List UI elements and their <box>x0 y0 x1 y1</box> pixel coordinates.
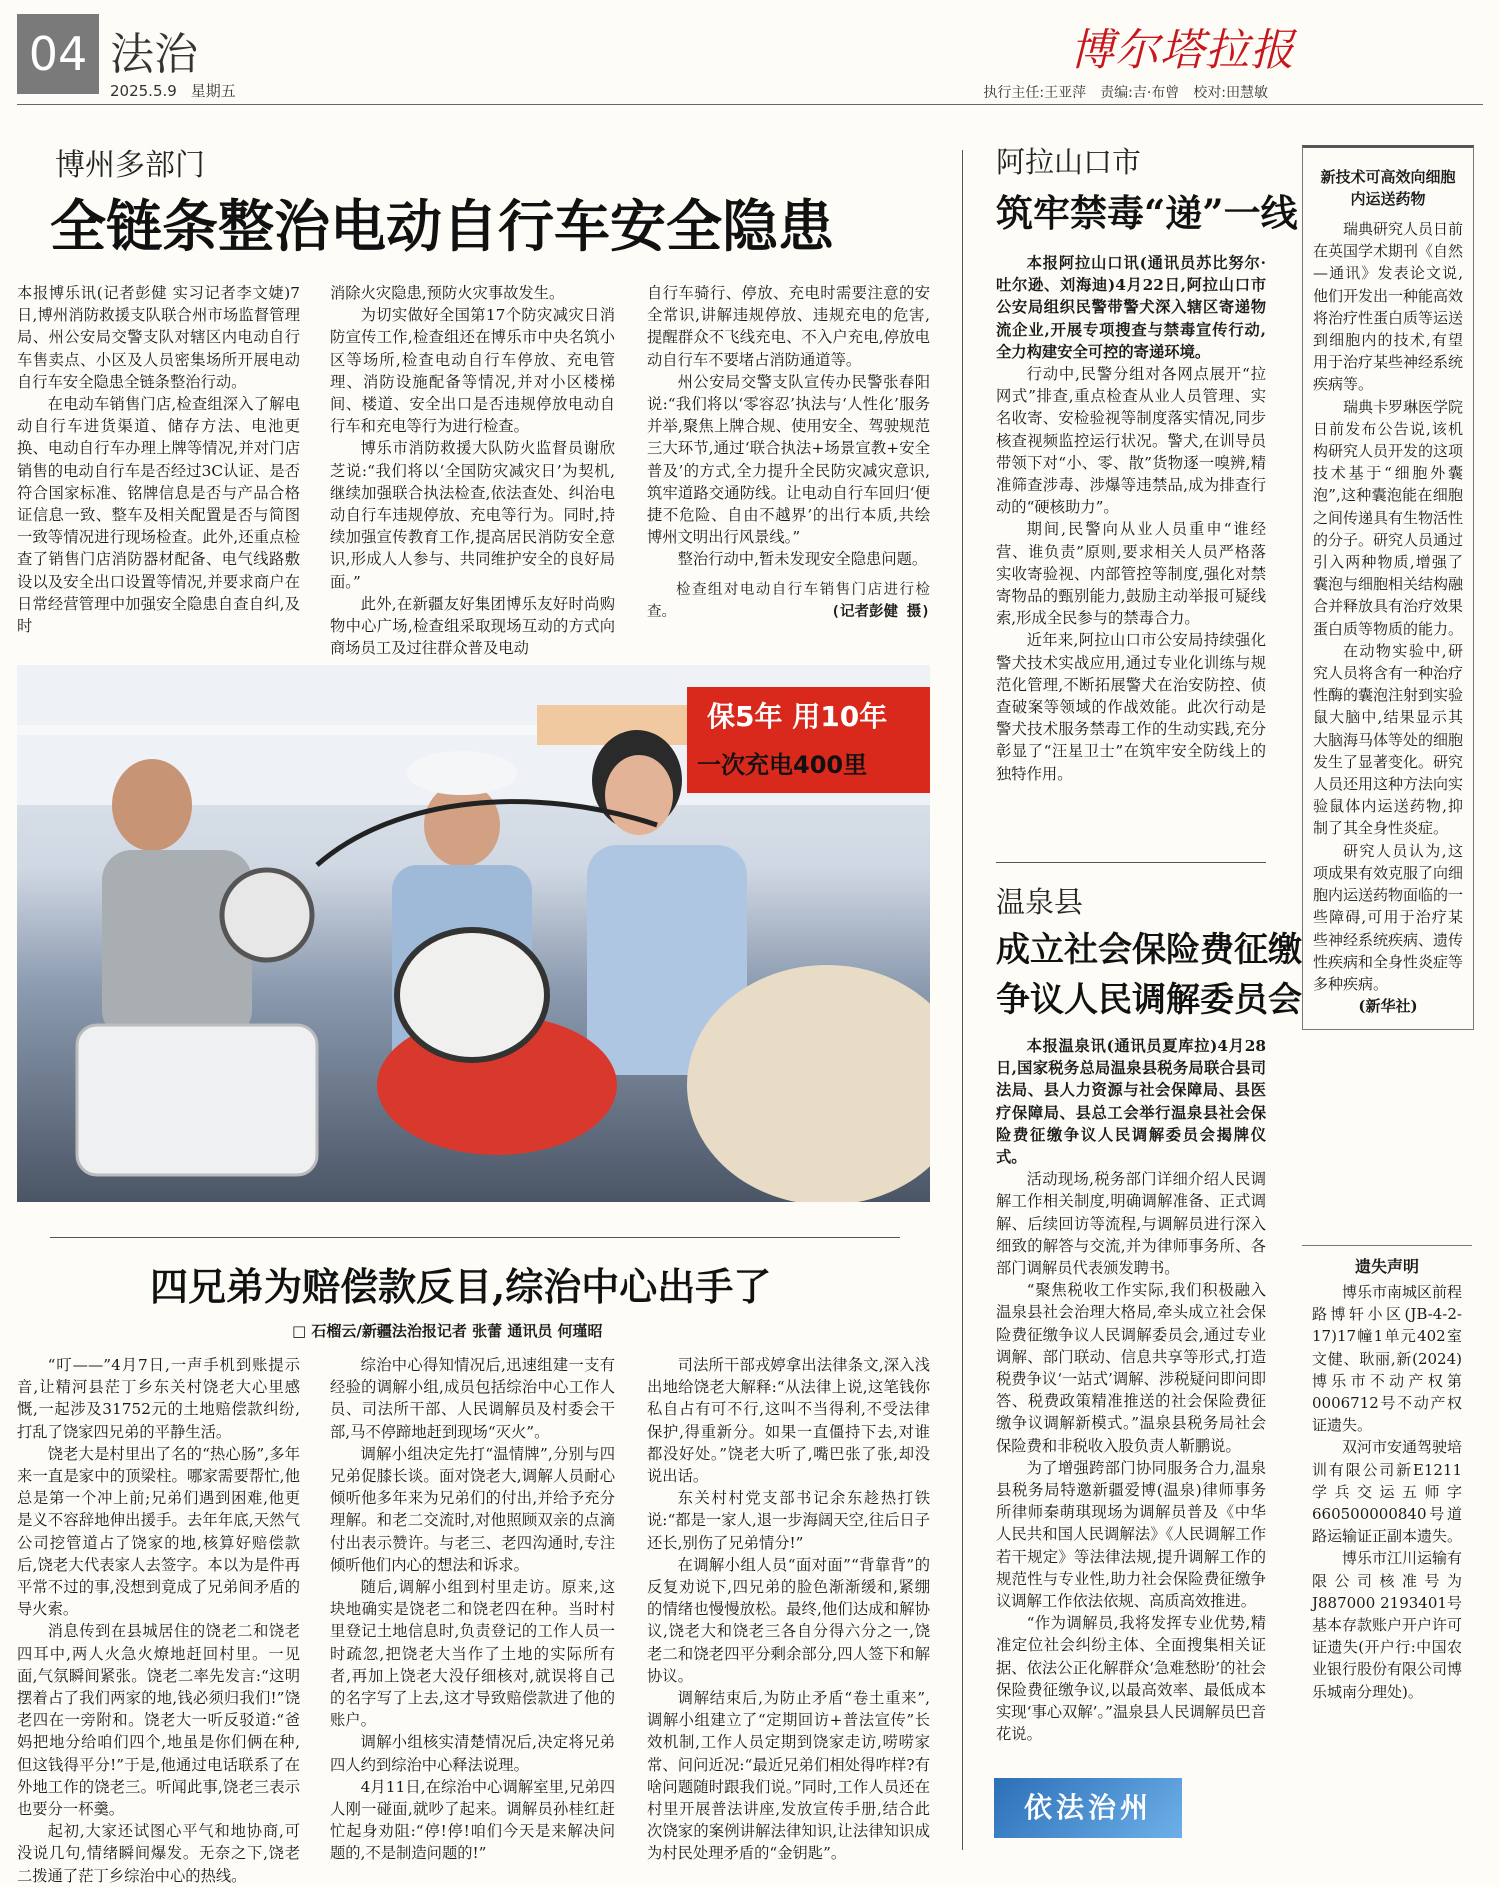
photo-ad-text-2: 一次充电400里 <box>697 751 868 779</box>
second-headline: 四兄弟为赔偿款反目,综治中心出手了 <box>150 1264 772 1309</box>
person-head-1 <box>112 759 192 851</box>
sidebar-source: (新华社) <box>1358 997 1418 1016</box>
header-rule <box>17 104 1483 105</box>
photo-caption <box>647 579 930 623</box>
second-p5: 综治中心得知情况后,迅速组建一支有经验的调解小组,成员包括综治中心工作人员、司法所干部、人民调解员及村委会干部,马不停蹄地赶到现场“灭火”。 <box>330 1356 615 1441</box>
second-p4: 起初,大家还试图心平气和地协商,可没说几句,情绪瞬间爆发。无奈之下,饶老二拨通了茫丁乡综治中心的热线。 <box>17 1822 300 1885</box>
lead-p6: 此外,在新疆友好集团博乐友好时尚购物中心广场,检查组采取现场互动的方式向商场员工及过往群众普及电动 <box>330 594 615 658</box>
right-separator <box>996 862 1266 863</box>
editor-credits <box>969 82 1268 102</box>
editor: 责编:吉·布曾 <box>1100 85 1180 101</box>
white-basket <box>77 1025 317 1175</box>
scooter-headlight-2 <box>222 870 312 960</box>
lost-notice-item: 博乐市江川运输有限公司核准号为J887000 2193401号基本存款账户开户许可证遗失(开户行:中国农业银行股份有限公司博乐城南分理处)。 <box>1312 1549 1463 1701</box>
lost-notice-body <box>1302 1281 1472 1703</box>
second-p9: 4月11日,在综治中心调解室里,兄弟四人刚一碰面,就吵了起来。调解员孙桂红赶忙起身劝阻:“停!停!咱们今天是来解决问题的,不是制造问题的!” <box>330 1777 615 1863</box>
issue-date <box>110 80 250 101</box>
date: 2025.5.9 <box>110 82 177 100</box>
lead-col-1 <box>17 282 300 637</box>
right2-p3: “聚焦税收工作实际,我们积极融入温泉县社会治理大格局,牵头成立社会保险费征缴争议人民调解委员会,通过专业调解、部门联动、信息共享等形式,打造税费争议‘一站式’调解、涉税疑问即问即答、税费政策精准推送的社会保险费征缴争议调解新模式。”温泉县税务局社会保险费和非税收入股负责人靳鹏说。 <box>996 1281 1266 1455</box>
second-p11: 东关村村党支部书记余东趁热打铁说:“都是一家人,退一步海阔天空,往后日子还长,别伤了兄弟情分!” <box>647 1489 930 1552</box>
second-p2: 饶老大是村里出了名的“热心肠”,多年来一直是家中的顶梁柱。哪家需要帮忙,他总是第一个冲上前;兄弟们遇到困难,他更是义不容辞地伸出援手。去年年底,天然气公司挖管道占了饶家的地,核算好赔偿款后,饶老大代表家人去签字。本以为是件再平常不过的事,没想到竟成了兄弟间矛盾的导火索。 <box>17 1444 300 1619</box>
lead-p7: 自行车骑行、停放、充电时需要注意的安全常识,讲解违规停放、违规充电的危害,提醒群众不飞线充电、不入户充电,停放电动自行车不要堵占消防通道等。 <box>647 284 930 369</box>
officer-cap <box>407 751 517 795</box>
right-column-rule <box>962 150 963 1850</box>
right1-p2: 行动中,民警分组对各网点展开“拉网式”排查,重点检查从业人员管理、实名收寄、安检验视等制度落实情况,同步核查视频监控运行状况。警犬,在训导员带领下对“小、零、散”货物逐一嗅辨,精准筛查涉毒、涉爆等违禁品,成为排查行动的“硬核助力”。 <box>996 365 1266 517</box>
lead-kicker: 博州多部门 <box>55 148 205 183</box>
right1-p1: 本报阿拉山口讯(通讯员苏比努尔·吐尔逊、刘海迪)4月22日,阿拉山口市公安局组织民警带警犬深入辖区寄递物流企业,开展专项搜查与禁毒宣传行动,全力构建安全可控的寄递环境。 <box>996 254 1266 361</box>
second-p8: 调解小组核实清楚情况后,决定将兄弟四人约到综治中心释法说理。 <box>330 1733 615 1774</box>
right2-p5: “作为调解员,我将发挥专业优势,精准定位社会纠纷主体、全面搜集相关证据、依法公正化解群众‘急难愁盼’的社会保险费征缴争议,以最高效率、最低成本实现‘事心双解’。”温泉县人民调解员巴音花说。 <box>996 1614 1266 1744</box>
second-p6: 调解小组决定先打“温情牌”,分别与四兄弟促膝长谈。面对饶老大,调解人员耐心倾听他多年来为兄弟们的付出,并给予充分理解。和老二交流时,对他照顾双亲的点滴付出表示赞许。与老三、老四沟通时,专注倾听他们内心的想法和诉求。 <box>330 1444 615 1574</box>
right1-p3: 期间,民警向从业人员重申“谁经营、谁负责”原则,要求相关人员严格落实收寄验视、内部管控等制度,强化对禁寄物品的甄别能力,鼓励主动举报可疑线索,形成全民参与的禁毒合力。 <box>996 520 1266 628</box>
weekday: 星期五 <box>190 82 236 100</box>
second-p12: 在调解小组人员“面对面”“背靠背”的反复劝说下,四兄弟的脸色渐渐缓和,紧绷的情绪也慢慢放松。最终,他们达成和解协议,饶老大和饶老三各自分得六分之一,饶老二和饶老四平分剩余部分,四人签下和解协议。 <box>647 1555 930 1685</box>
sidebar-p2: 瑞典卡罗琳医学院日前发布公告说,该机构研究人员开发的这项技术基于“细胞外囊泡”,这种囊泡能在细胞之间传递具有生物活性的分子。研究人员通过引入两种物质,增强了囊泡与细胞相关结构融合并释放具有治疗效果蛋白质等物质的能力。 <box>1313 397 1464 638</box>
sidebar-p4: 研究人员认为,这项成果有效克服了向细胞内运送药物面临的一些障碍,可用于治疗某些神经系统疾病、遗传性疾病和全身性炎症等多种疾病。 <box>1313 841 1464 993</box>
second-col-2 <box>330 1354 615 1865</box>
lead-p4: 为切实做好全国第17个防灾减灾日消防宣传工作,检查组还在博乐市中央名筑小区等场所,检查电动自行车停放、充电管理、消防设施配备等情况,并对小区楼梯间、楼道、安全出口是否违规停放电动自行车和充电等行为进行检查。 <box>330 306 615 436</box>
officer-head <box>424 783 500 867</box>
lead-p3: 消除火灾隐患,预防火灾事故发生。 <box>330 284 565 302</box>
right2-kicker: 温泉县 <box>996 885 1084 919</box>
second-byline: □ 石榴云/新疆法治报记者 张蕾 通讯员 何瑾昭 <box>292 1322 603 1340</box>
lead-headline: 全链条整治电动自行车安全隐患 <box>50 194 834 260</box>
sidebar-box <box>1302 145 1474 1030</box>
lead-p1: 本报博乐讯(记者彭健 实习记者李文婕)7日,博州消防救援支队联合州市场监督管理局、州公安局交警支队对辖区内电动自行车售卖点、小区及人员密集场所开展电动自行车安全隐患全链条整治行动。 <box>17 284 300 391</box>
scooter-headlight <box>397 930 547 1060</box>
section-title: 法治 <box>110 29 198 80</box>
right2-p1: 本报温泉讯(通讯员夏库拉)4月28日,国家税务总局温泉县税务局联合县司法局、县人力资源与社会保障局、县医疗保障局、县总工会举行温泉县社会保险费征缴争议人民调解委员会揭牌仪式。 <box>996 1037 1266 1167</box>
right1-kicker: 阿拉山口市 <box>996 145 1142 179</box>
second-p7: 随后,调解小组到村里走访。原来,这块地确实是饶老二和饶老四在种。当时村里登记土地信息时,负责登记的工作人员一时疏忽,把饶老大当作了土地的实际所有者,再加上饶老大没仔细核对,就误将自己的名字写了上去,这才导致赔偿款进了他的账户。 <box>330 1578 615 1730</box>
lost-notice-title: 遗失声明 <box>1354 1257 1419 1276</box>
lead-col-2 <box>330 282 615 659</box>
page-number: 04 <box>17 14 99 94</box>
right2-headline-line1: 成立社会保险费征缴 <box>996 930 1302 970</box>
woman-face <box>605 755 673 835</box>
sidebar-p3: 在动物实验中,研究人员将含有一种治疗性酶的囊泡注射到实验鼠大脑中,结果显示其大脑海马体等处的细胞发生了显著变化。研究人员还用这种方法向实验鼠体内运送药物,抑制了其全身性炎症。 <box>1313 641 1464 838</box>
caption-text: 检查组对电动自行车销售门店进行检查。 <box>647 581 930 620</box>
second-p3: 消息传到在县城居住的饶老二和饶老四耳中,两人火急火燎地赶回村里。一见面,气氛瞬间紧张。饶老二率先发言:“这明摆着占了我们两家的地,钱必须归我们!”饶老四在一旁附和。饶老大一听反驳道:“爸妈把地分给咱们四个,地虽是你们俩在种,但这钱得平分!”于是,他通过电话联系了在外地工作的饶老三。听闻此事,饶老三表示也要分一杯羹。 <box>17 1622 300 1819</box>
second-p1: “叮——”4月7日,一声手机到账提示音,让精河县茫丁乡东关村饶老大心里感慨,一起涉及31752元的土地赔偿款纠纷,打乱了饶家四兄弟的平静生活。 <box>17 1356 300 1441</box>
masthead-logo: 博尔塔拉报 <box>1070 25 1295 76</box>
right2-p2: 活动现场,税务部门详细介绍人民调解工作相关制度,明确调解准备、正式调解、后续回访等流程,与调解员进行深入细致的解答与交流,并为律师事务所、各部门调解员代表颁发聘书。 <box>996 1170 1266 1278</box>
second-p10: 司法所干部戎婷拿出法律条文,深入浅出地给饶老大解释:“从法律上说,这笔钱你私自占有可不行,这叫不当得利,不受法律保护,得重新分。如果一直僵持下去,对谁都没好处。”饶老大听了,嘴巴张了张,却没说出话。 <box>647 1356 930 1486</box>
sidebar-p1: 瑞典研究人员日前在英国学术期刊《自然—通讯》发表论文说,他们开发出一种能高效将治疗性蛋白质等运送到细胞内的技术,有望用于治疗某些神经系统疾病等。 <box>1313 220 1464 394</box>
second-col-1 <box>17 1354 300 1887</box>
lead-p5: 博乐市消防救援大队防火监督员谢欣芝说:“我们将以‘全国防灾减灾日’为契机,继续加强联合执法检查,依法查处、纠治电动自行车违规停放、充电等行为。同时,持续加强宣传教育工作,提高居民消防安全意识,形成人人参与、共同维护安全的良好局面。” <box>330 439 615 591</box>
right1-p4: 近年来,阿拉山口市公安局持续强化警犬技术实战应用,通过专业化训练与规范化管理,不断拓展警犬在治安防控、侦查破案等领域的作战效能。此次行动是警犬技术服务禁毒工作的生动实践,充分彰显了“汪星卫士”在筑牢安全防线上的独特作用。 <box>996 631 1266 783</box>
person-shirt-1 <box>102 850 252 1040</box>
sidebar-body <box>1303 218 1473 1029</box>
lost-notice-item: 博乐市南城区前程路博轩小区(JB-4-2-17)17幢1单元402室文健、耿丽,新(2024)博乐市不动产权第0006712号不动产权证遗失。 <box>1312 1283 1463 1435</box>
lead-p2: 在电动车销售门店,检查组深入了解电动自行车进货渠道、储存方法、电池更换、电动自行车办理上牌等情况,并对门店销售的电动自行车是否经过3C认证、是否符合国家标准、铭牌信息是否与产品合格证信息一致、整车及相关配置是否与简图一致等情况进行现场检查。此外,还重点检查了销售门店消防器材配备、电气线路敷设以及安全出口设置等情况,并要求商户在日常经营管理中加强安全隐患自查自纠,及时 <box>17 395 300 636</box>
right2-headline-line2: 争议人民调解委员会 <box>996 980 1302 1020</box>
news-photo <box>17 665 930 1202</box>
second-article-rule <box>50 1237 900 1238</box>
photo-ad-text-1: 保5年 用10年 <box>707 700 888 733</box>
lead-p8: 州公安局交警支队宣传办民警张春阳说:“我们将以‘零容忍’执法与‘人性化’服务并举,聚焦上牌合规、使用安全、驾驶规范三大环节,通过‘联合执法+场景宣教+安全普及’的方式,全力提升全民防灾减灾意识,筑牢道路交通防线。让电动自行车回归‘便捷不危险、自由不越界’的出行本质,共绘博州文明出行风景线。” <box>647 372 930 547</box>
lead-p9: 整治行动中,暂未发现安全隐患问题。 <box>677 550 928 569</box>
second-p13: 调解结束后,为防止矛盾“卷土重来”,调解小组建立了“定期回访+普法宣传”长效机制,工作人员定期到饶家走访,唠唠家常、问问近况:“最近兄弟们相处得咋样?有啥问题随时跟我们说。”同时,工作人员还在村里开展普法讲座,发放宣传手册,结合此次饶家的案例讲解法律知识,让法律知识成为村民处理矛盾的“金钥匙”。 <box>647 1689 930 1863</box>
caption-credit: (记者彭健 摄) <box>831 603 930 620</box>
chief-editor: 执行主任:王亚萍 <box>983 85 1087 101</box>
sidebar-headline: 新技术可高效向细胞内运送药物 <box>1320 168 1456 208</box>
right2-p4: 为了增强跨部门协同服务合力,温泉县税务局特邀新疆爱博(温泉)律师事务所律师秦萌琪现场为调解员普及《中华人民共和国人民调解法》《人民调解工作若干规定》等法律法规,提升调解工作的规范性与专业性,助力社会保险费征缴争议调解工作依法依规、高质高效推进。 <box>996 1458 1266 1611</box>
lost-notice-item: 双河市安通驾驶培训有限公司新E1211学兵交运五师字660500000840号道路运输证正副本遗失。 <box>1312 1438 1463 1546</box>
lead-col-3 <box>647 282 930 623</box>
slogan-banner: 依法治州 <box>994 1778 1182 1838</box>
lost-notice <box>1302 1245 1472 1703</box>
right2-body <box>996 1035 1266 1746</box>
second-col-3 <box>647 1354 930 1865</box>
proofreader: 校对:田慧敏 <box>1193 85 1268 101</box>
right1-body <box>996 252 1266 785</box>
right1-headline: 筑牢禁毒“递”一线 <box>996 191 1298 235</box>
right2-headline <box>996 925 1302 1025</box>
